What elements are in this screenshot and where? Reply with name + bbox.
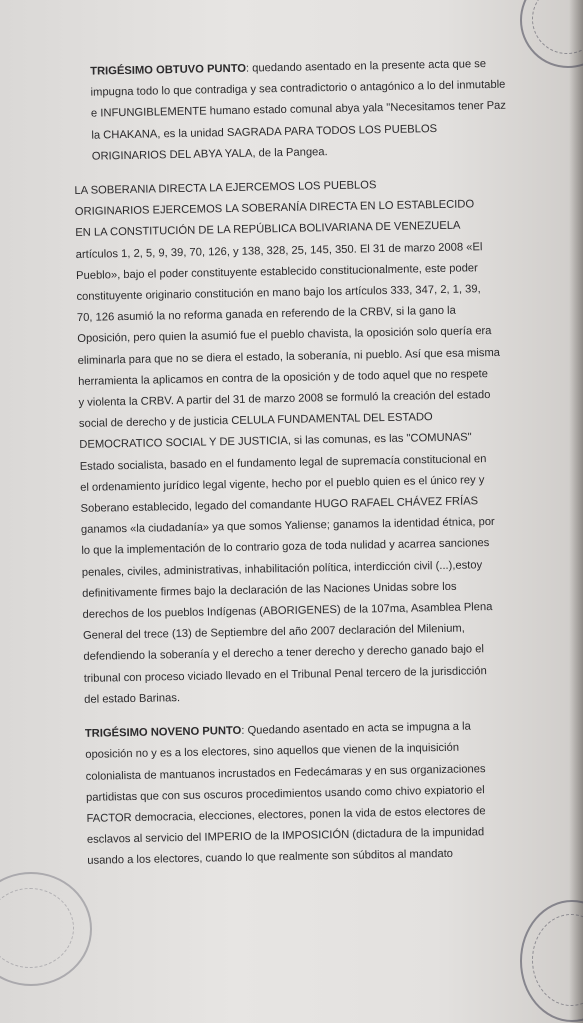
- text-line: constituyente originario constitución en mano bajo los artículos 333, 347, 2, 1, 39,: [76, 283, 481, 303]
- text-line: eliminarla para que no se diera el estado, la soberanía, ni pueblo. Así que esa misma: [77, 346, 501, 367]
- section-heading: TRIGÉSIMO OBTUVO PUNTO: [90, 62, 247, 78]
- text-line: colonialista de mantuanos incrustados en Fedecámaras y en sus organizaciones: [85, 762, 486, 783]
- text-line: TRIGÉSIMO NOVENO PUNTO: Quedando asentado en acta se impugna a la: [84, 720, 471, 740]
- text-line: ORIGINARIOS DEL ABYA YALA, de la Pangea.: [91, 145, 328, 163]
- text-line: ORIGINARIOS EJERCEMOS LA SOBERANÍA DIRECTA EN LO ESTABLECIDO: [74, 198, 475, 219]
- text-line: oposición no y es a los electores, sino aquellos que vienen de la inquisición: [85, 741, 460, 762]
- text-line: Pueblo», bajo el poder constituyente establecido constitucionalmente, este poder: [75, 262, 478, 282]
- paragraph-trigesimo-octavo: [72, 52, 570, 168]
- text-line: esclavos al servicio del IMPERIO de la IMPOSICIÓN (dictadura de la impunidad: [86, 826, 485, 846]
- text-line: FACTOR democracia, elecciones, electores, ponen la vida de estos electores de: [86, 805, 486, 825]
- text-line: partidistas que con sus oscuros procedimientos usando como chivo expiatorio el: [86, 783, 485, 804]
- paragraph-soberania: [74, 171, 580, 711]
- text-line: derechos de los pueblos Indígenas (ABORIGENES) de la 107ma, Asamblea Plena: [82, 601, 493, 621]
- text-line: impugna todo lo que contradiga y sea contradictorio o antagónico a lo del inmutable: [90, 78, 506, 99]
- text-line: y violenta la CRBV. A partir del 31 de marzo 2008 se formuló la creación del estado: [78, 389, 491, 409]
- text-line: Soberano establecido, legado del comandante HUGO RAFAEL CHÁVEZ FRÍAS: [80, 495, 479, 515]
- text-line: del estado Barinas.: [84, 691, 181, 706]
- document-body: [72, 52, 583, 885]
- text-line: penales, civiles, administrativas, inhabilitación política, interdicción civil (...),estoy: [81, 558, 483, 579]
- text-line: ganamos «la ciudadanía» ya que somos Yaliense; ganamos la identidad étnica, por: [80, 516, 495, 537]
- stamp-seal-bottom-right: [520, 900, 583, 1022]
- section-heading: TRIGÉSIMO NOVENO PUNTO: [84, 724, 242, 740]
- text-line: la CHAKANA, es la unidad SAGRADA PARA TODOS LOS PUEBLOS: [91, 122, 438, 142]
- text-line: General del trece (13) de Septiembre del año 2007 declaración del Milenium,: [82, 622, 465, 643]
- text-line: lo que la implementación de lo contrario goza de toda nulidad y acarrea sanciones: [81, 537, 490, 558]
- text-line: DEMOCRATICO SOCIAL Y DE JUSTICIA, si las comunas, es las "COMUNAS": [79, 431, 472, 452]
- text-line: definitivamente firmes bajo la declaración de las Naciones Unidas sobre los: [82, 580, 457, 600]
- text-line: el ordenamiento jurídico legal vigente, hecho por el pueblo quien es el único rey y: [80, 474, 485, 494]
- text-line: defendiendo la soberanía y el derecho a tener derecho y derecho ganado bajo el: [83, 643, 485, 664]
- text-line: TRIGÉSIMO OBTUVO PUNTO: quedando asentado en la presente acta que se: [90, 58, 487, 78]
- text-line: e INFUNGIBLEMENTE humano estado comunal abya yala "Necesitamos tener Paz: [90, 100, 507, 121]
- text-line: EN LA CONSTITUCIÓN DE LA REPÚBLICA BOLIVARIANA DE VENEZUELA: [75, 219, 461, 240]
- text-line: Oposición, pero quien la asumió fue el pueblo chavista, la oposición solo quería era: [77, 325, 492, 346]
- text-line: usando a los electores, cuando lo que realmente son súbditos al mandato: [87, 848, 454, 868]
- text-line: herramienta la aplicamos en contra de la oposición y de todo aquel que no respete: [78, 367, 489, 388]
- stamp-seal-bottom-left: [0, 872, 92, 986]
- paragraph-trigesimo-noveno: [85, 714, 583, 872]
- text-line: artículos 1, 2, 5, 9, 39, 70, 126, y 138, 328, 25, 145, 350. El 31 de marzo 2008 «El: [75, 240, 483, 261]
- text-line: Estado socialista, basado en el fundamento legal de supremacía constitucional en: [79, 452, 487, 473]
- text-line: LA SOBERANIA DIRECTA LA EJERCEMOS LOS PUEBLOS: [74, 179, 377, 197]
- text-line: social de derecho y de justicia CELULA FUNDAMENTAL DEL ESTADO: [78, 411, 433, 431]
- text-line: 70, 126 asumió la no reforma ganada en referendo de la CRBV, si la gano la: [76, 304, 456, 325]
- text-line: tribunal con proceso viciado llevado en el Tribunal Penal tercero de la jurisdicción: [83, 664, 487, 685]
